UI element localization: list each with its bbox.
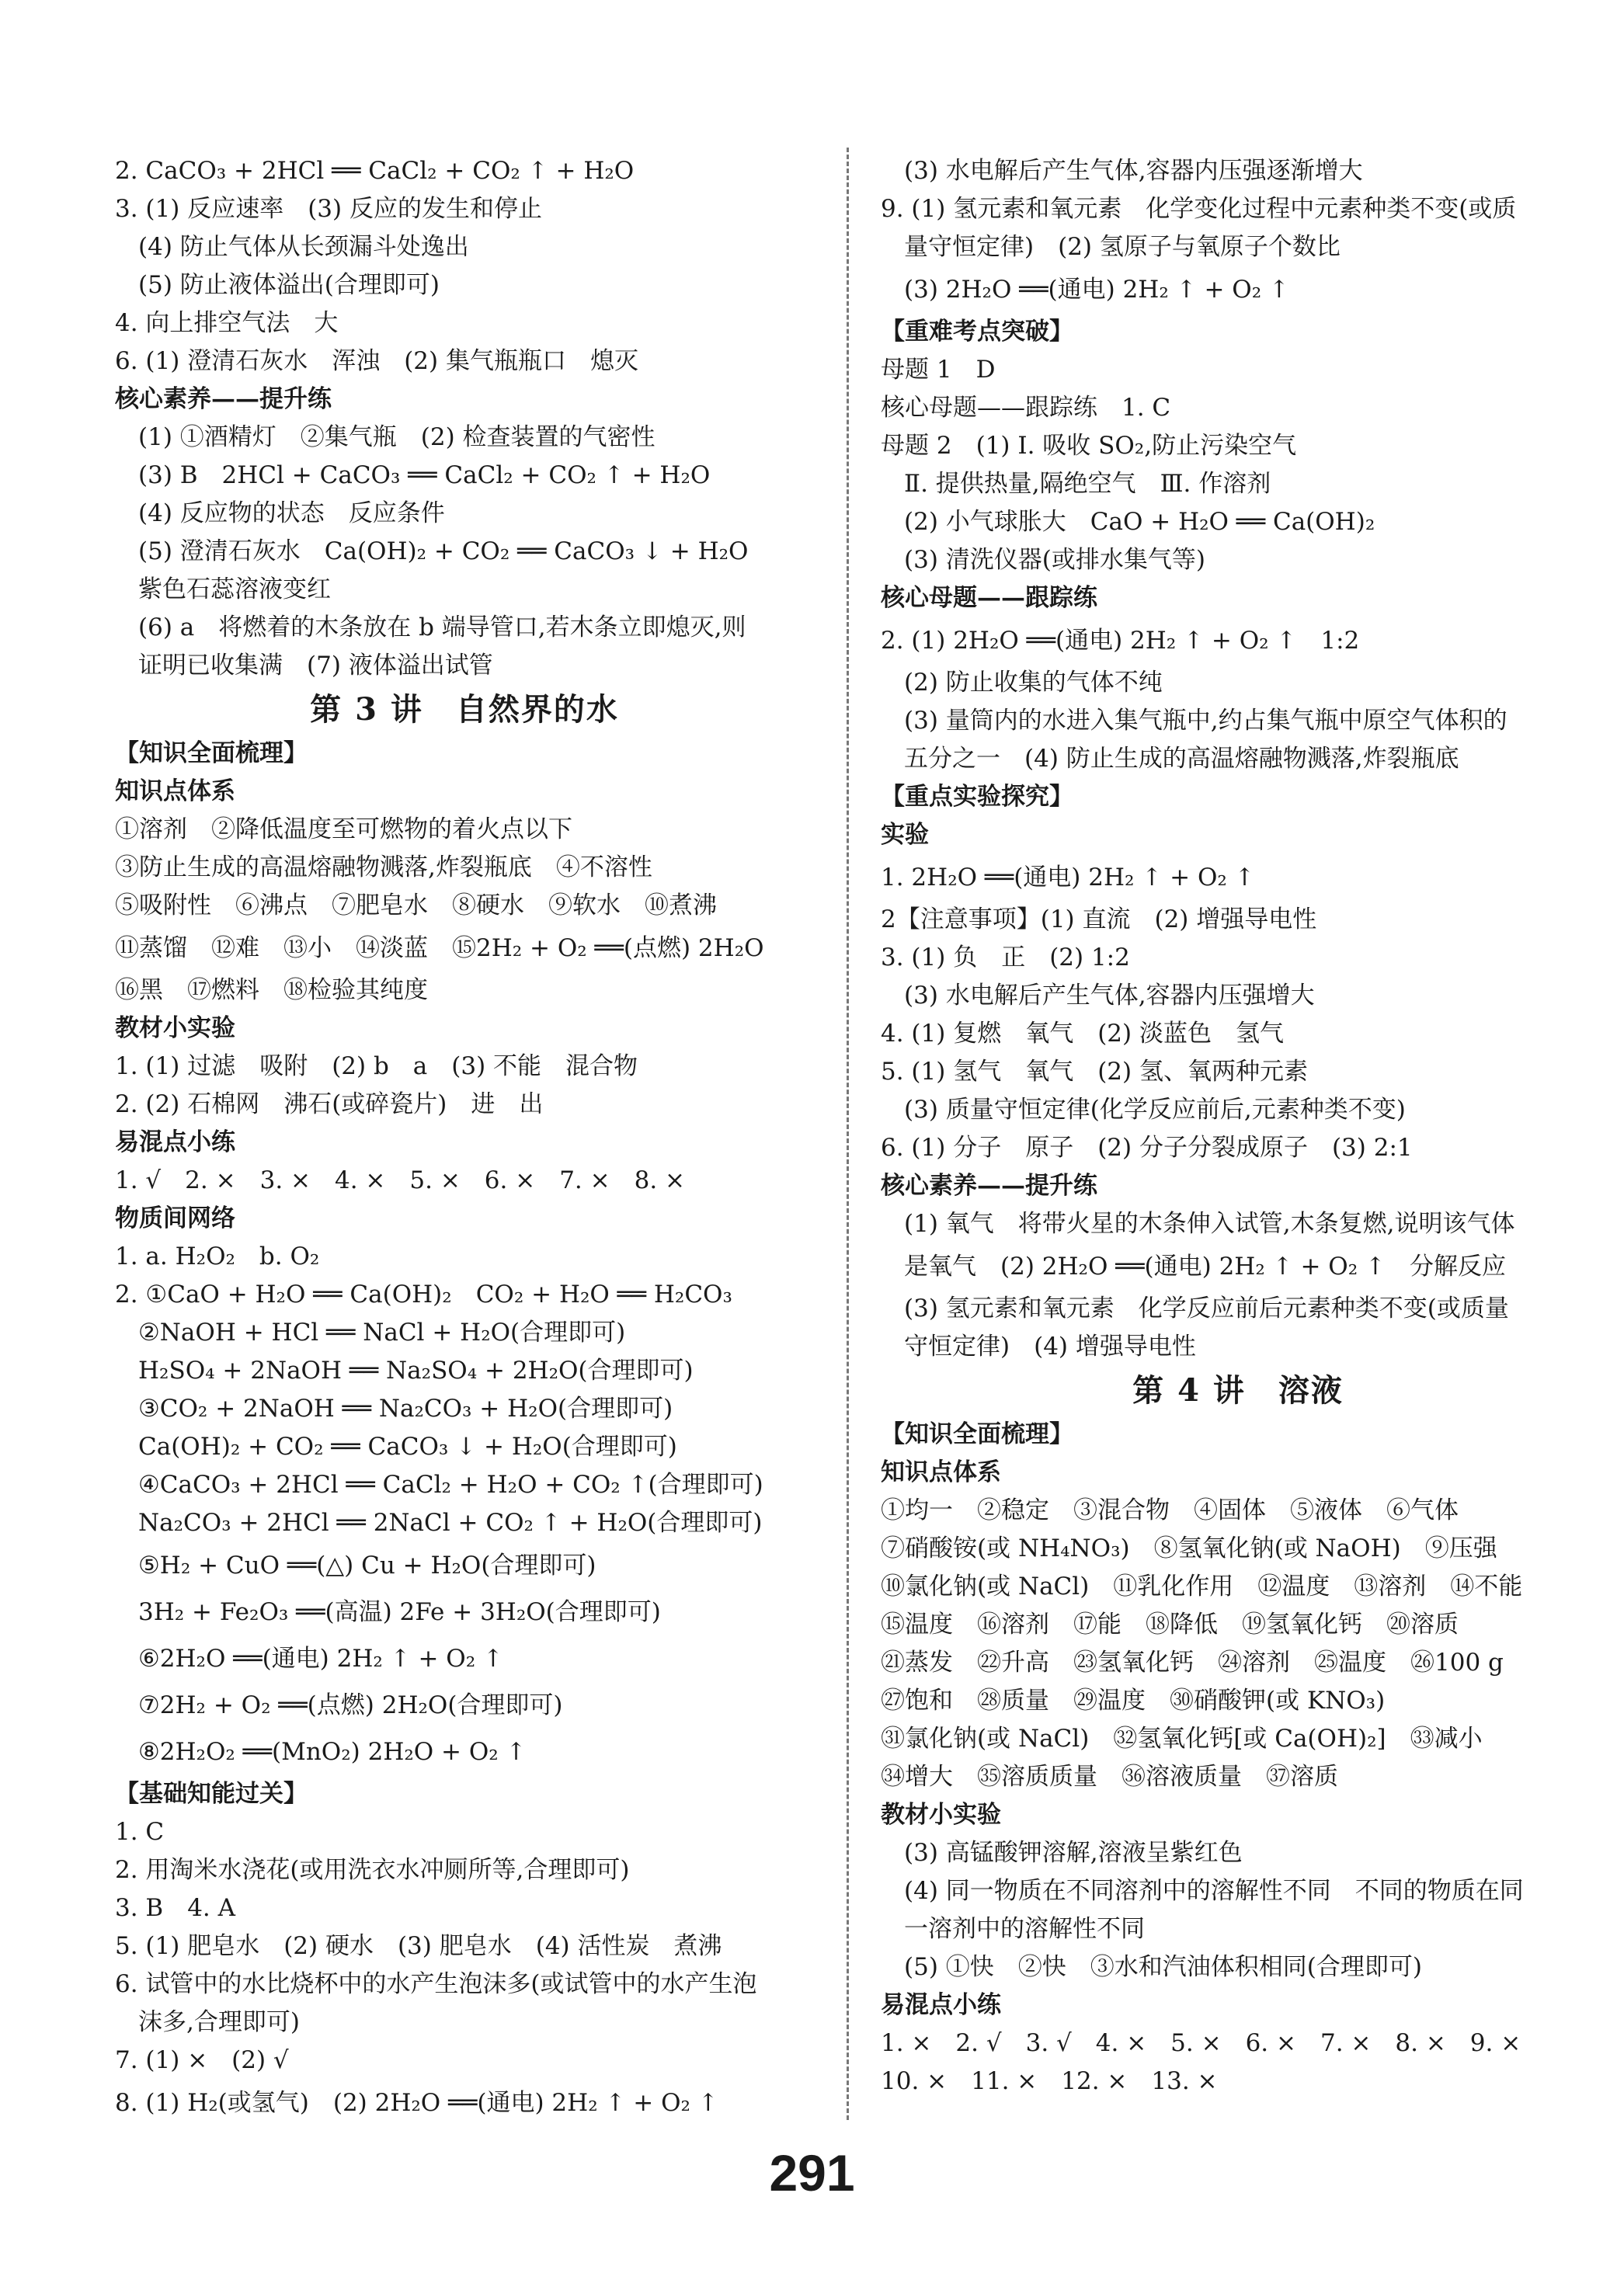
section-heading: 知识点体系: [881, 1458, 1001, 1486]
answer-line: (4) 同一物质在不同溶剂中的溶解性不同 不同的物质在同: [904, 1877, 1524, 1905]
answer-line: 8. (1) H₂(或氢气) (2) 2H₂O ══(通电) 2H₂ ↑ + O₂ ↑: [115, 2089, 718, 2117]
answer-line: 量守恒定律) (2) 氢原子与氧原子个数比: [904, 233, 1341, 261]
answer-line: 10. × 11. × 12. × 13. ×: [881, 2067, 1218, 2095]
answer-line: 6. (1) 分子 原子 (2) 分子分裂成原子 (3) 2:1: [881, 1134, 1413, 1162]
answer-line: (3) 水电解后产生气体,容器内压强增大: [904, 982, 1315, 1010]
answer-line: ⑤吸附性 ⑥沸点 ⑦肥皂水 ⑧硬水 ⑨软水 ⑩煮沸: [115, 891, 717, 919]
answer-line: ③CO₂ + 2NaOH ══ Na₂CO₃ + H₂O(合理即可): [138, 1395, 673, 1423]
answer-line: 1. C: [115, 1818, 165, 1846]
answer-line: 母题 2 (1) Ⅰ. 吸收 SO₂,防止污染空气: [881, 432, 1297, 460]
answer-line: 1. 2H₂O ══(通电) 2H₂ ↑ + O₂ ↑: [881, 864, 1255, 891]
answer-line: ①均一 ②稳定 ③混合物 ④固体 ⑤液体 ⑥气体: [881, 1496, 1459, 1524]
section-heading: 教材小实验: [115, 1014, 235, 1042]
answer-line: ⑮温度 ⑯溶剂 ⑰能 ⑱降低 ⑲氢氧化钙 ⑳溶质: [881, 1611, 1459, 1639]
left-column: [115, 152, 814, 2126]
section-heading: 【重难考点突破】: [881, 318, 1073, 346]
page-number: 291: [769, 2144, 855, 2202]
answer-line: ⑤H₂ + CuO ══(△) Cu + H₂O(合理即可): [138, 1552, 596, 1580]
answer-line: (3) 高锰酸钾溶解,溶液呈紫红色: [904, 1839, 1243, 1867]
answer-line: 2【注意事项】(1) 直流 (2) 增强导电性: [881, 905, 1317, 933]
answer-line: 1. a. H₂O₂ b. O₂: [115, 1243, 320, 1270]
section-heading: 实验: [881, 821, 929, 849]
answer-line: ①溶剂 ②降低温度至可燃物的着火点以下: [115, 815, 572, 843]
answer-line: 沫多,合理即可): [138, 2008, 300, 2036]
lesson-title: 第 4 讲 溶液: [1132, 1372, 1344, 1409]
answer-line: 紫色石蕊溶液变红: [138, 575, 331, 603]
answer-line: (5) 澄清石灰水 Ca(OH)₂ + CO₂ ══ CaCO₃ ↓ + H₂O: [138, 537, 749, 565]
answer-line: 1. × 2. √ 3. √ 4. × 5. × 6. × 7. × 8. × 9. ×: [881, 2029, 1521, 2057]
answer-line: 6. (1) 澄清石灰水 浑浊 (2) 集气瓶瓶口 熄灭: [115, 347, 638, 375]
answer-line: 5. (1) 氢气 氧气 (2) 氢、氧两种元素: [881, 1058, 1308, 1086]
answer-line: ㉑蒸发 ㉒升高 ㉓氢氧化钙 ㉔溶剂 ㉕温度 ㉖100 g: [881, 1649, 1504, 1677]
section-heading: 【知识全面梳理】: [115, 739, 308, 767]
answer-line: 3. B 4. A: [115, 1894, 236, 1922]
answer-line: 母题 1 D: [881, 356, 996, 384]
section-heading: 核心素养——提升练: [881, 1172, 1097, 1200]
answer-line: ㉗饱和 ㉘质量 ㉙温度 ㉚硝酸钾(或 KNO₃): [881, 1687, 1386, 1715]
section-heading: 核心素养——提升练: [115, 385, 332, 413]
section-heading: 【基础知能过关】: [115, 1780, 308, 1808]
answer-line: 2. 用淘米水浇花(或用洗衣水冲厕所等,合理即可): [115, 1856, 630, 1884]
column-divider: [847, 148, 849, 2120]
answer-line: ⑦2H₂ + O₂ ══(点燃) 2H₂O(合理即可): [138, 1691, 563, 1719]
answer-line: ㉞增大 ㉟溶质质量 ㊱溶液质量 ㊲溶质: [881, 1763, 1338, 1791]
section-heading: 物质间网络: [115, 1204, 235, 1232]
answer-line: (3) 质量守恒定律(化学反应前后,元素种类不变): [904, 1096, 1406, 1124]
answer-line: 一溶剂中的溶解性不同: [904, 1915, 1145, 1943]
answer-line: Ⅱ. 提供热量,隔绝空气 Ⅲ. 作溶剂: [904, 470, 1271, 498]
answer-line: (5) ①快 ②快 ③水和汽油体积相同(合理即可): [904, 1953, 1422, 1981]
section-heading: 教材小实验: [881, 1801, 1001, 1829]
answer-line: 9. (1) 氢元素和氧元素 化学变化过程中元素种类不变(或质: [881, 195, 1517, 223]
answer-line: ㉛氯化钠(或 NaCl) ㉜氢氧化钙[或 Ca(OH)₂] ㉝减小: [881, 1725, 1483, 1753]
answer-line: (3) 氢元素和氧元素 化学反应前后元素种类不变(或质量: [904, 1295, 1509, 1322]
answer-line: (1) 氧气 将带火星的木条伸入试管,木条复燃,说明该气体: [904, 1210, 1515, 1238]
answer-line: ⑯黑 ⑰燃料 ⑱检验其纯度: [115, 976, 428, 1004]
answer-line: 4. 向上排空气法 大: [115, 309, 339, 337]
answer-line: (3) 清洗仪器(或排水集气等): [904, 546, 1205, 574]
answer-line: 7. (1) × (2) √: [115, 2046, 289, 2074]
answer-line: ②NaOH + HCl ══ NaCl + H₂O(合理即可): [138, 1319, 626, 1347]
answer-line: Ca(OH)₂ + CO₂ ══ CaCO₃ ↓ + H₂O(合理即可): [138, 1433, 677, 1461]
answer-line: 守恒定律) (4) 增强导电性: [904, 1333, 1196, 1361]
answer-line: 3. (1) 反应速率 (3) 反应的发生和停止: [115, 195, 542, 223]
answer-line: ⑦硝酸铵(或 NH₄NO₃) ⑧氢氧化钠(或 NaOH) ⑨压强: [881, 1534, 1497, 1562]
answer-line: 4. (1) 复燃 氧气 (2) 淡蓝色 氢气: [881, 1020, 1284, 1048]
answer-line: ③防止生成的高温熔融物溅落,炸裂瓶底 ④不溶性: [115, 853, 652, 881]
answer-line: (6) a 将燃着的木条放在 b 端导管口,若木条立即熄灭,则: [138, 613, 746, 641]
section-heading: 易混点小练: [115, 1128, 235, 1156]
answer-line: 是氧气 (2) 2H₂O ══(通电) 2H₂ ↑ + O₂ ↑ 分解反应: [904, 1253, 1506, 1281]
answer-line: (3) 量筒内的水进入集气瓶中,约占集气瓶中原空气体积的: [904, 707, 1508, 735]
answer-line: (3) 水电解后产生气体,容器内压强逐渐增大: [904, 157, 1363, 185]
answer-line: (2) 防止收集的气体不纯: [904, 669, 1163, 697]
answer-line: ⑪蒸馏 ⑫难 ⑬小 ⑭淡蓝 ⑮2H₂ + O₂ ══(点燃) 2H₂O: [115, 934, 764, 962]
answer-line: 1. (1) 过滤 吸附 (2) b a (3) 不能 混合物: [115, 1052, 638, 1080]
answer-line: ⑧2H₂O₂ ══(MnO₂) 2H₂O + O₂ ↑: [138, 1738, 527, 1766]
answer-line: 6. 试管中的水比烧杯中的水产生泡沫多(或试管中的水产生泡: [115, 1970, 757, 1998]
answer-line: ④CaCO₃ + 2HCl ══ CaCl₂ + H₂O + CO₂ ↑(合理即可): [138, 1471, 763, 1499]
answer-line: (4) 反应物的状态 反应条件: [138, 499, 445, 527]
answer-line: Na₂CO₃ + 2HCl ══ 2NaCl + CO₂ ↑ + H₂O(合理即可): [138, 1509, 763, 1537]
answer-line: (1) ①酒精灯 ②集气瓶 (2) 检查装置的气密性: [138, 423, 656, 451]
section-heading: 易混点小练: [881, 1991, 1001, 2019]
answer-line: (4) 防止气体从长颈漏斗处逸出: [138, 233, 469, 261]
answer-line: 证明已收集满 (7) 液体溢出试管: [138, 652, 493, 679]
section-heading: 知识点体系: [115, 777, 235, 805]
answer-line: (3) 2H₂O ══(通电) 2H₂ ↑ + O₂ ↑: [904, 276, 1289, 304]
right-column: [881, 152, 1595, 2101]
answer-line: 3H₂ + Fe₂O₃ ══(高温) 2Fe + 3H₂O(合理即可): [138, 1598, 661, 1626]
answer-line: 2. (1) 2H₂O ══(通电) 2H₂ ↑ + O₂ ↑ 1:2: [881, 627, 1360, 655]
answer-line: 2. ①CaO + H₂O ══ Ca(OH)₂ CO₂ + H₂O ══ H₂CO₃: [115, 1281, 732, 1309]
answer-line: (2) 小气球胀大 CaO + H₂O ══ Ca(OH)₂: [904, 508, 1375, 536]
section-heading: 【重点实验探究】: [881, 783, 1073, 811]
answer-line: 3. (1) 负 正 (2) 1:2: [881, 944, 1130, 971]
section-heading: 核心母题——跟踪练: [881, 584, 1097, 612]
answer-line: (5) 防止液体溢出(合理即可): [138, 271, 440, 299]
answer-line: 2. CaCO₃ + 2HCl ══ CaCl₂ + CO₂ ↑ + H₂O: [115, 157, 635, 185]
answer-line: 2. (2) 石棉网 沸石(或碎瓷片) 进 出: [115, 1090, 544, 1118]
answer-line: 五分之一 (4) 防止生成的高温熔融物溅落,炸裂瓶底: [904, 745, 1459, 773]
answer-line: ⑩氯化钠(或 NaCl) ⑪乳化作用 ⑫温度 ⑬溶剂 ⑭不能: [881, 1573, 1523, 1600]
answer-line: ⑥2H₂O ══(通电) 2H₂ ↑ + O₂ ↑: [138, 1645, 503, 1673]
section-heading: 【知识全面梳理】: [881, 1420, 1073, 1448]
answer-line: 5. (1) 肥皂水 (2) 硬水 (3) 肥皂水 (4) 活性炭 煮沸: [115, 1932, 722, 1960]
answer-line: H₂SO₄ + 2NaOH ══ Na₂SO₄ + 2H₂O(合理即可): [138, 1357, 694, 1385]
answer-line: 1. √ 2. × 3. × 4. × 5. × 6. × 7. × 8. ×: [115, 1166, 686, 1194]
answer-line: (3) B 2HCl + CaCO₃ ══ CaCl₂ + CO₂ ↑ + H₂O: [138, 461, 711, 489]
lesson-title: 第 3 讲 自然界的水: [310, 691, 619, 728]
answer-line: 核心母题——跟踪练 1. C: [881, 394, 1171, 422]
